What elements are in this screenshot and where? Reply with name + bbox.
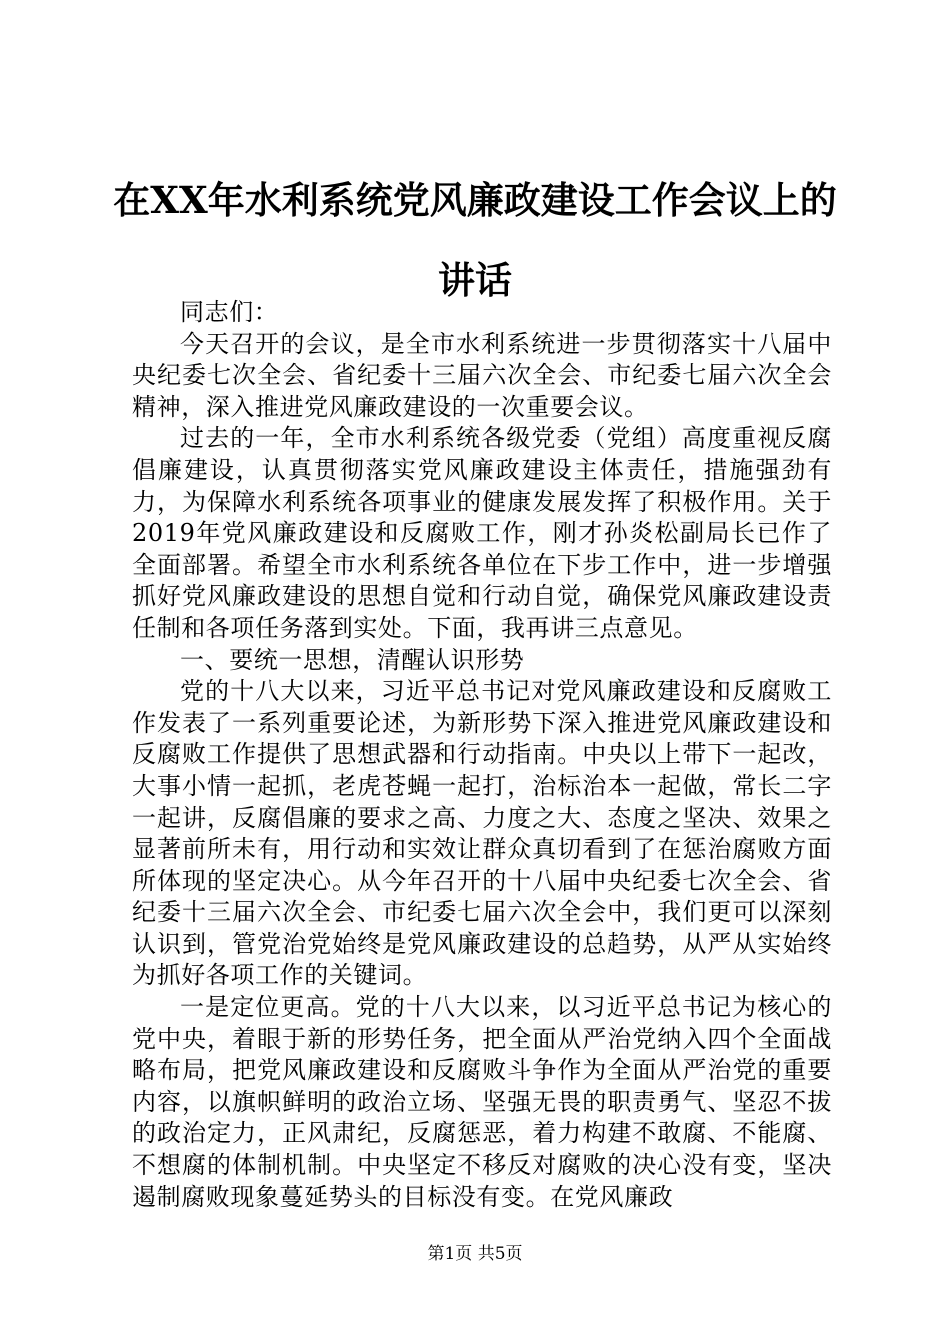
document-title: 在XX年水利系统党风廉政建设工作会议上的讲话 [113,178,837,302]
paragraph-opening: 今天召开的会议，是全市水利系统进一步贯彻落实十八届中央纪委七次全会、省纪委十三届六次全会、市纪委七届六次全会精神，深入推进党风廉政建设的一次重要会议。 [132,329,832,421]
section-heading: 一、要统一思想，清醒认识形势 [180,645,525,674]
paragraph-point-one: 一是定位更高。党的十八大以来，以习近平总书记为核心的党中央，着眼于新的形势任务，把全面从严治党纳入四个全面战略布局，把党风廉政建设和反腐败斗争作为全面从严治党的重要内容，以旗帜鲜明的政治立场、坚强无畏的职责勇气、坚忍不拔的政治定力，正风肃纪，反腐惩恶，着力构建不敢腐、不能腐、不想腐的体制机制。中央坚定不移反对腐败的决心没有变，坚决遏制腐败现象蔓延势头的目标没有变。在党风廉政 [132,993,832,1211]
page-footer: 第1页 共5页 [427,1244,523,1264]
salutation: 同志们： [180,298,279,326]
paragraph-review: 过去的一年，全市水利系统各级党委（党组）高度重视反腐倡廉建设，认真贯彻落实党风廉政建设主体责任，措施强劲有力，为保障水利系统各项事业的健康发展发挥了积极作用。关于2019年党风廉政建设和反腐败工作，刚才孙炎松副局长已作了全面部署。希望全市水利系统各单位在下步工作中，进一步增强抓好党风廉政建设的思想自觉和行动自觉，确保党风廉政建设责任制和各项任务落到实处。下面，我再讲三点意见。 [132,424,832,642]
document-body [132,297,832,1213]
paragraph-section-intro: 党的十八大以来，习近平总书记对党风廉政建设和反腐败工作发表了一系列重要论述，为新形势下深入推进党风廉政建设和反腐败工作提供了思想武器和行动指南。中央以上带下一起改，大事小情一起抓，老虎苍蝇一起打，治标治本一起做，常长二字一起讲，反腐倡廉的要求之高、力度之大、态度之坚决、效果之显著前所未有，用行动和实效让群众真切看到了在惩治腐败方面所体现的坚定决心。从今年召开的十八届中央纪委七次全会、省纪委十三届六次全会、市纪委七届六次全会中，我们更可以深刻认识到，管党治党始终是党风廉政建设的总趋势，从严从实始终为抓好各项工作的关键词。 [132,677,832,990]
